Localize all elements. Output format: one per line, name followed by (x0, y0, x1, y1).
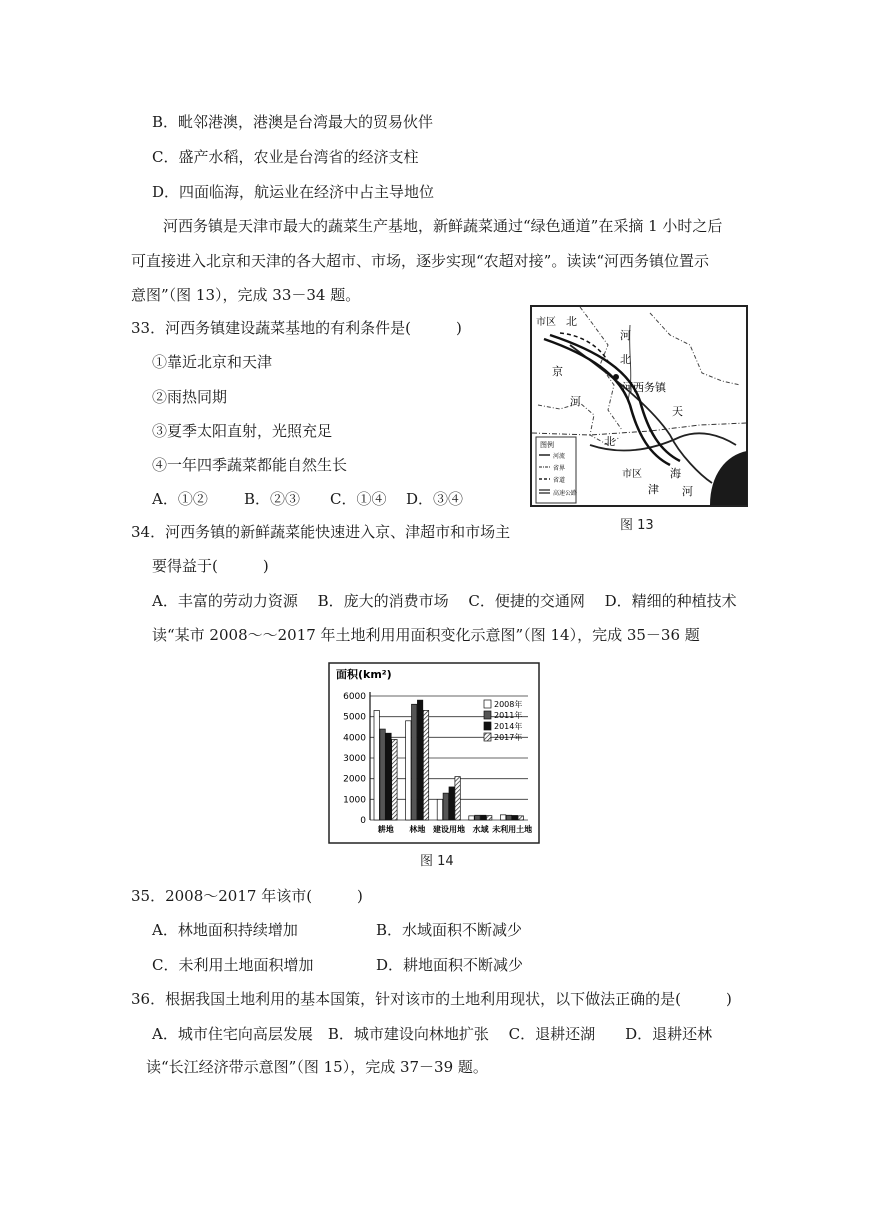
chart-bar (406, 721, 411, 820)
chart-xtick-label: 水域 (472, 825, 489, 834)
q35-option-c: C．未利用土地面积增加 (152, 956, 314, 974)
q35-option-b: B．水域面积不断减少 (376, 921, 523, 939)
q33-option-c: C．①④ (330, 490, 387, 508)
q33-item-3: ③夏季太阳直射，光照充足 (152, 422, 333, 440)
map-label-hai: 海 (670, 467, 681, 480)
q36-options: A．城市住宅向高层发展 B．城市建设向林地扩张 C．退耕还湖 D．退耕还林 (152, 1025, 713, 1043)
bar-chart-figure-14 (328, 662, 540, 844)
intro-hexi-line1: 河西务镇是天津市最大的蔬菜生产基地，新鲜蔬菜通过“绿色通道”在采摘 1 小时之后 (163, 217, 723, 235)
chart-bar (380, 729, 385, 820)
map-legend-highway: 高速公路 (553, 490, 578, 497)
q33-option-b: B．②③ (244, 490, 301, 508)
chart-bar (417, 700, 422, 820)
q33-option-d: D．③④ (406, 490, 464, 508)
chart-legend-label: 2014年 (494, 722, 523, 731)
map-label-he-top: 河 (620, 329, 631, 342)
chart-legend-label: 2008年 (494, 700, 523, 709)
chart-bar (506, 815, 511, 820)
chart-bar (481, 815, 486, 820)
map-legend (536, 437, 577, 503)
chart-bar (487, 816, 492, 820)
chart-bar (500, 815, 505, 820)
chart-ytick-label: 0 (360, 816, 366, 826)
intro-hexi-line2: 可直接进入北京和天津的各大超市、市场，逐步实现“农超对接”。读读“河西务镇位置示 (131, 252, 710, 270)
q32-option-d: D．四面临海，航运业在经济中占主导地位 (152, 183, 435, 201)
q33-stem: 33．河西务镇建设蔬菜基地的有利条件是( ) (131, 319, 462, 337)
chart-bar (437, 799, 442, 820)
map-legend-river: 河流 (553, 453, 566, 460)
chart-ytick-label: 4000 (343, 733, 366, 744)
chart-bar (455, 777, 460, 820)
map-label-bei-top: 北 (566, 315, 577, 328)
chart-legend-swatch (484, 722, 491, 730)
chart-ytick-label: 1000 (343, 795, 366, 806)
chart-ytick-label: 2000 (343, 774, 366, 785)
q33-option-a: A．①② (152, 490, 208, 508)
q35-option-d: D．耕地面积不断减少 (376, 956, 524, 974)
chart-legend-swatch (484, 733, 491, 741)
map-label-bei-low: 北 (604, 435, 615, 448)
chart-bar (443, 793, 448, 820)
chart-caption: 图 14 (420, 854, 454, 869)
map-caption: 图 13 (620, 518, 654, 533)
map-label-shiqu-top: 市区 (536, 317, 556, 328)
map-label-he-low: 河 (682, 485, 693, 498)
intro-hexi-line3: 意图”（图 13），完成 33－34 题。 (131, 286, 361, 304)
q32-option-b: B．毗邻港澳，港澳是台湾最大的贸易伙伴 (152, 113, 434, 131)
chart-xtick-label: 未利用土地 (492, 825, 533, 834)
chart-legend-label: 2017年 (494, 733, 523, 742)
chart-bar (374, 710, 379, 820)
q34-stem-line1: 34．河西务镇的新鲜蔬菜能快速进入京、津超市和市场主 (131, 523, 511, 541)
map-label-jing: 京 (552, 365, 563, 378)
chart-xtick-label: 建设用地 (433, 825, 465, 834)
intro-yangtze: 读“长江经济带示意图”（图 15），完成 37－39 题。 (146, 1058, 488, 1076)
intro-chart: 读“某市 2008～～2017 年土地利用用面积变化示意图”（图 14），完成 35－36 题 (152, 626, 700, 644)
q34-stem-line2: 要得益于( ) (152, 557, 269, 575)
q33-item-2: ②雨热同期 (152, 388, 228, 406)
chart-ytick-label: 6000 (343, 692, 366, 702)
q33-item-4: ④一年四季蔬菜都能自然生长 (152, 456, 348, 474)
q33-item-1: ①靠近北京和天津 (152, 353, 273, 371)
map-legend-province-border: 省界 (553, 465, 566, 472)
q36-stem: 36．根据我国土地利用的基本国策，针对该市的土地利用现状，以下做法正确的是( ) (131, 990, 732, 1008)
chart-bar (469, 816, 474, 820)
chart-bar (449, 787, 454, 820)
chart-ytick-label: 5000 (343, 712, 366, 723)
map-label-bei-mid: 北 (620, 353, 631, 366)
chart-bar (512, 815, 517, 820)
chart-legend-label: 2011年 (494, 711, 523, 720)
map-legend-province-road: 省道 (553, 477, 566, 484)
chart-bar (423, 710, 428, 820)
q32-option-c: C．盛产水稻，农业是台湾省的经济支柱 (152, 148, 419, 166)
chart-title: 面积(km²) (336, 668, 392, 681)
map-label-he-left: 河 (570, 395, 581, 408)
chart-legend-swatch (484, 711, 491, 719)
chart-xtick-label: 耕地 (377, 825, 394, 834)
map-label-jin: 津 (648, 483, 659, 496)
chart-legend-swatch (484, 700, 491, 708)
map-legend-title: 图例 (540, 441, 554, 449)
chart-ytick-label: 3000 (343, 754, 366, 764)
map-label-shiqu-low: 市区 (622, 469, 642, 480)
chart-bar (386, 733, 391, 820)
chart-bar (518, 816, 523, 820)
q35-stem: 35．2008～2017 年该市( ) (131, 887, 363, 905)
q34-options: A．丰富的劳动力资源 B．庞大的消费市场 C．便捷的交通网 D．精细的种植技术 (152, 592, 737, 610)
chart-xtick-label: 林地 (409, 825, 426, 834)
chart-bar (412, 704, 417, 820)
q35-option-a: A．林地面积持续增加 (152, 921, 298, 939)
map-label-tian: 天 (672, 405, 683, 418)
map-figure-13 (530, 305, 748, 507)
chart-bar (475, 815, 480, 820)
map-label-town: 河西务镇 (622, 381, 666, 394)
chart-bar (392, 739, 397, 820)
